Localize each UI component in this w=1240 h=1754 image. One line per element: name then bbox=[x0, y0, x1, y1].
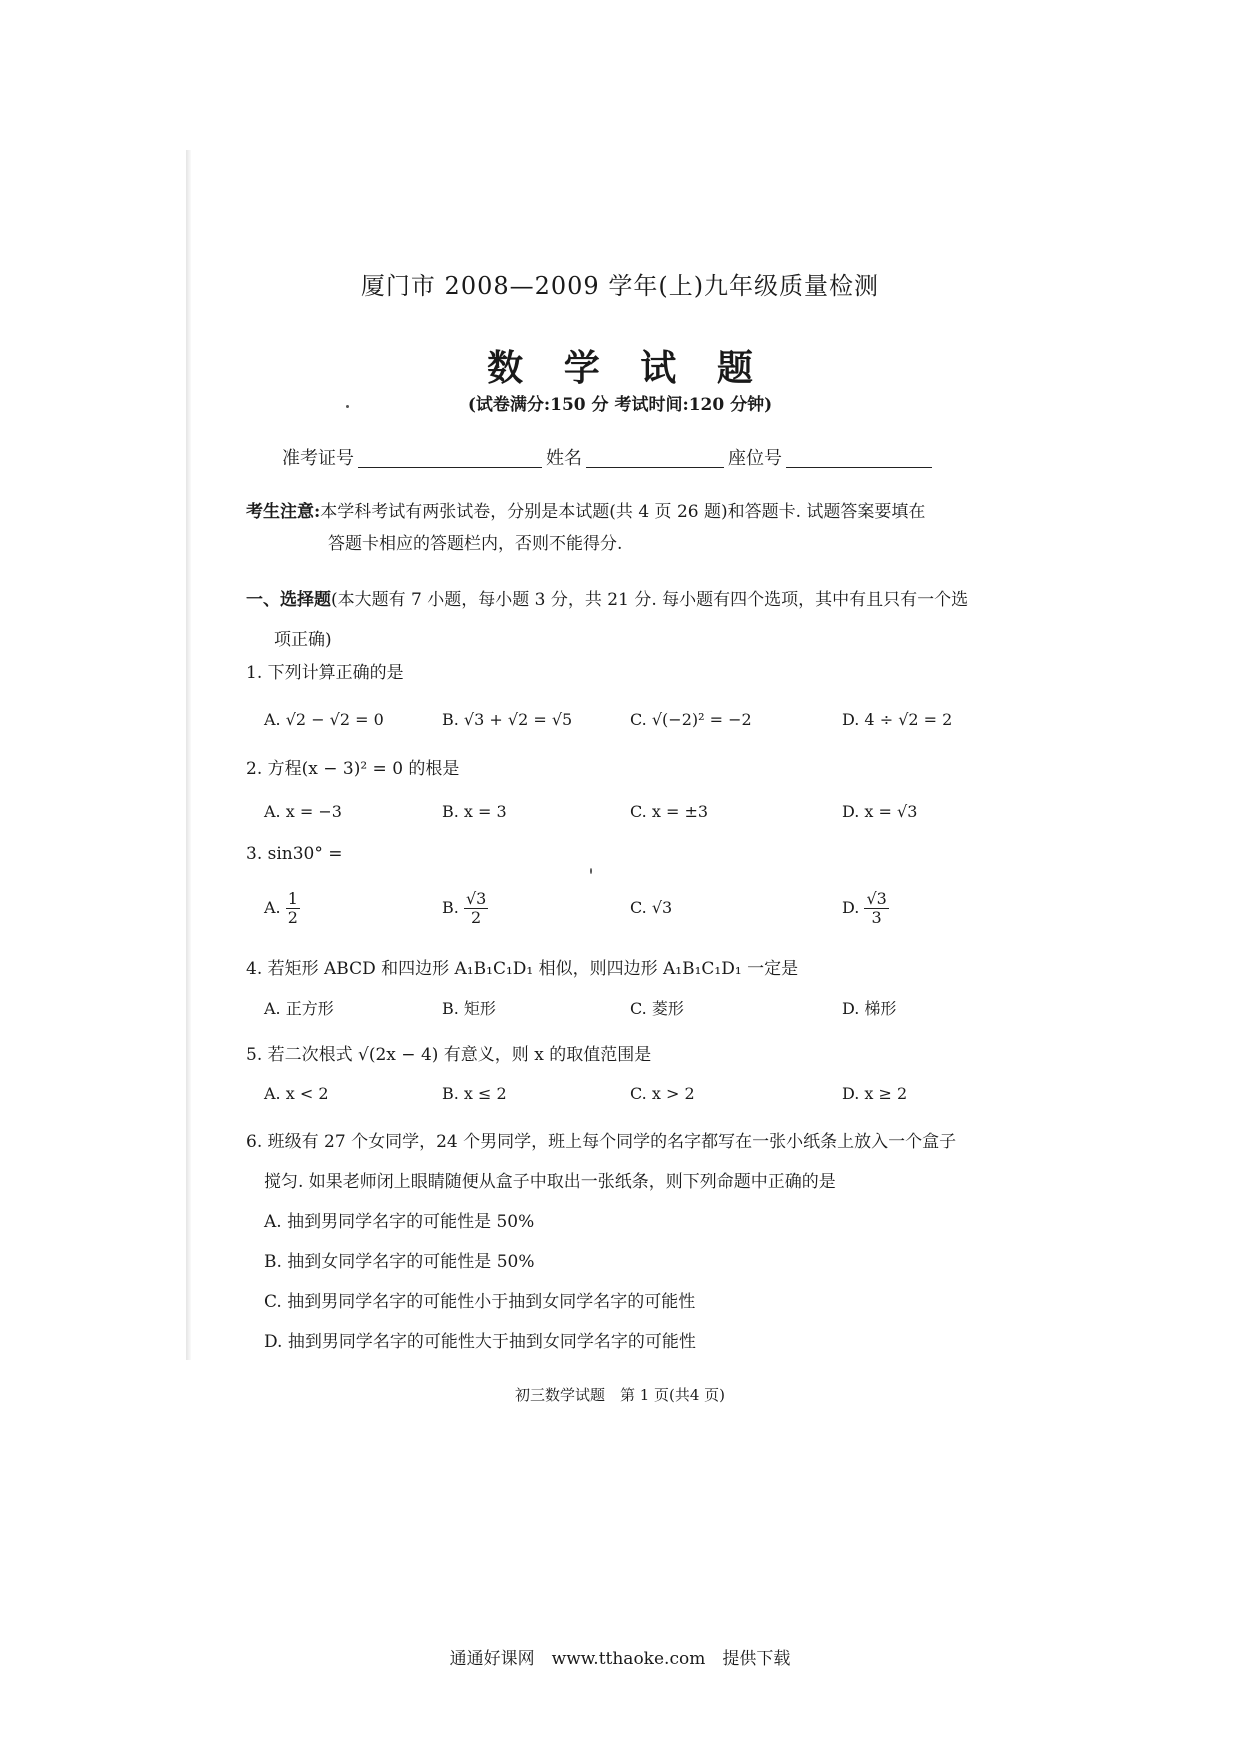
option-b: B. √3 + √2 = √5 bbox=[442, 710, 573, 729]
question-6 bbox=[246, 1122, 980, 1362]
section-text: 项正确) bbox=[274, 630, 332, 650]
section-heading bbox=[246, 580, 976, 660]
question-stem: 5. 若二次根式 √(2x − 4) 有意义，则 x 的取值范围是 bbox=[246, 1045, 652, 1065]
fraction bbox=[464, 890, 488, 927]
option-a: A. x < 2 bbox=[264, 1084, 329, 1103]
option-d: D. 4 ÷ √2 = 2 bbox=[842, 710, 953, 729]
option-d: D. 抽到男同学名字的可能性大于抽到女同学名字的可能性 bbox=[264, 1332, 696, 1352]
option-d bbox=[842, 890, 889, 927]
section-text: (本大题有 7 小题，每小题 3 分，共 21 分. 每小题有四个选项，其中有且只有一个选 bbox=[331, 590, 969, 610]
option-a bbox=[264, 890, 300, 927]
option-b: B. x ≤ 2 bbox=[442, 1084, 507, 1103]
option-c: C. 菱形 bbox=[630, 999, 684, 1018]
option-b: B. 抽到女同学名字的可能性是 50% bbox=[264, 1252, 535, 1272]
page-footer: 初三数学试题 第 1 页(共4 页) bbox=[514, 1386, 726, 1404]
denominator: 2 bbox=[471, 908, 482, 927]
option-c: C. √3 bbox=[630, 898, 673, 917]
question-stem: 3. sin30° = bbox=[246, 844, 343, 864]
option-a: A. 正方形 bbox=[264, 999, 334, 1018]
scan-edge-shadow bbox=[186, 150, 191, 1360]
question-stem: 2. 方程(x − 3)² = 0 的根是 bbox=[246, 759, 460, 779]
exam-number-label: 准考证号 bbox=[282, 448, 354, 469]
option-label: D. bbox=[842, 898, 860, 917]
download-note: 通通好课网 www.tthaoke.com 提供下载 bbox=[449, 1649, 791, 1669]
name-label: 姓名 bbox=[546, 448, 582, 469]
option-a: A. 抽到男同学名字的可能性是 50% bbox=[264, 1212, 535, 1232]
option-label: B. bbox=[442, 898, 459, 917]
option-b: B. x = 3 bbox=[442, 802, 507, 821]
notice-lead: 考生注意: bbox=[246, 502, 321, 522]
exam-header-title: 厦门市 2008—2009 学年(上)九年级质量检测 bbox=[360, 272, 880, 300]
exam-subtitle: (试卷满分:150 分 考试时间:120 分钟) bbox=[467, 395, 773, 415]
title-char: 学 bbox=[563, 347, 600, 389]
question-stem: 搅匀. 如果老师闭上眼睛随便从盒子中取出一张纸条，则下列命题中正确的是 bbox=[264, 1172, 836, 1192]
option-a: A. x = −3 bbox=[264, 802, 342, 821]
option-b: B. 矩形 bbox=[442, 999, 496, 1018]
numerator: 1 bbox=[287, 889, 298, 908]
option-c: C. x > 2 bbox=[630, 1084, 695, 1103]
fraction bbox=[286, 890, 300, 927]
seat-label: 座位号 bbox=[728, 448, 782, 469]
question-stem: 1. 下列计算正确的是 bbox=[246, 663, 404, 683]
title-char: 试 bbox=[640, 347, 677, 389]
name-blank[interactable] bbox=[586, 449, 724, 468]
fraction bbox=[864, 890, 888, 927]
title-char: 题 bbox=[716, 347, 753, 389]
scan-speck bbox=[590, 868, 592, 874]
denominator: 2 bbox=[287, 908, 298, 927]
question-stem: 4. 若矩形 ABCD 和四边形 A₁B₁C₁D₁ 相似，则四边形 A₁B₁C₁D₁ 一定是 bbox=[246, 959, 799, 979]
option-b bbox=[442, 890, 488, 927]
candidate-notice bbox=[246, 496, 976, 560]
option-label: A. bbox=[264, 898, 281, 917]
seat-blank[interactable] bbox=[786, 449, 932, 468]
numerator: √3 bbox=[866, 889, 887, 908]
question-stem: 6. 班级有 27 个女同学，24 个男同学，班上每个同学的名字都写在一张小纸条上放入一个盒子 bbox=[246, 1132, 957, 1152]
option-d: D. x ≥ 2 bbox=[842, 1084, 908, 1103]
candidate-info-fields bbox=[282, 444, 936, 470]
notice-text: 答题卡相应的答题栏内，否则不能得分. bbox=[328, 534, 623, 554]
option-d: D. 梯形 bbox=[842, 999, 897, 1018]
section-lead: 一、选择题 bbox=[246, 590, 331, 610]
option-d: D. x = √3 bbox=[842, 802, 918, 821]
option-c: C. 抽到男同学名字的可能性小于抽到女同学名字的可能性 bbox=[264, 1292, 696, 1312]
notice-text: 本学科考试有两张试卷，分别是本试题(共 4 页 26 题)和答题卡. 试题答案要填在 bbox=[320, 502, 926, 522]
option-a: A. √2 − √2 = 0 bbox=[264, 710, 384, 729]
option-c: C. x = ±3 bbox=[630, 802, 709, 821]
denominator: 3 bbox=[871, 908, 882, 927]
numerator: √3 bbox=[465, 889, 487, 908]
page-title bbox=[0, 340, 1240, 391]
option-c: C. √(−2)² = −2 bbox=[630, 710, 752, 729]
exam-number-blank[interactable] bbox=[358, 449, 542, 468]
title-char: 数 bbox=[487, 347, 524, 389]
